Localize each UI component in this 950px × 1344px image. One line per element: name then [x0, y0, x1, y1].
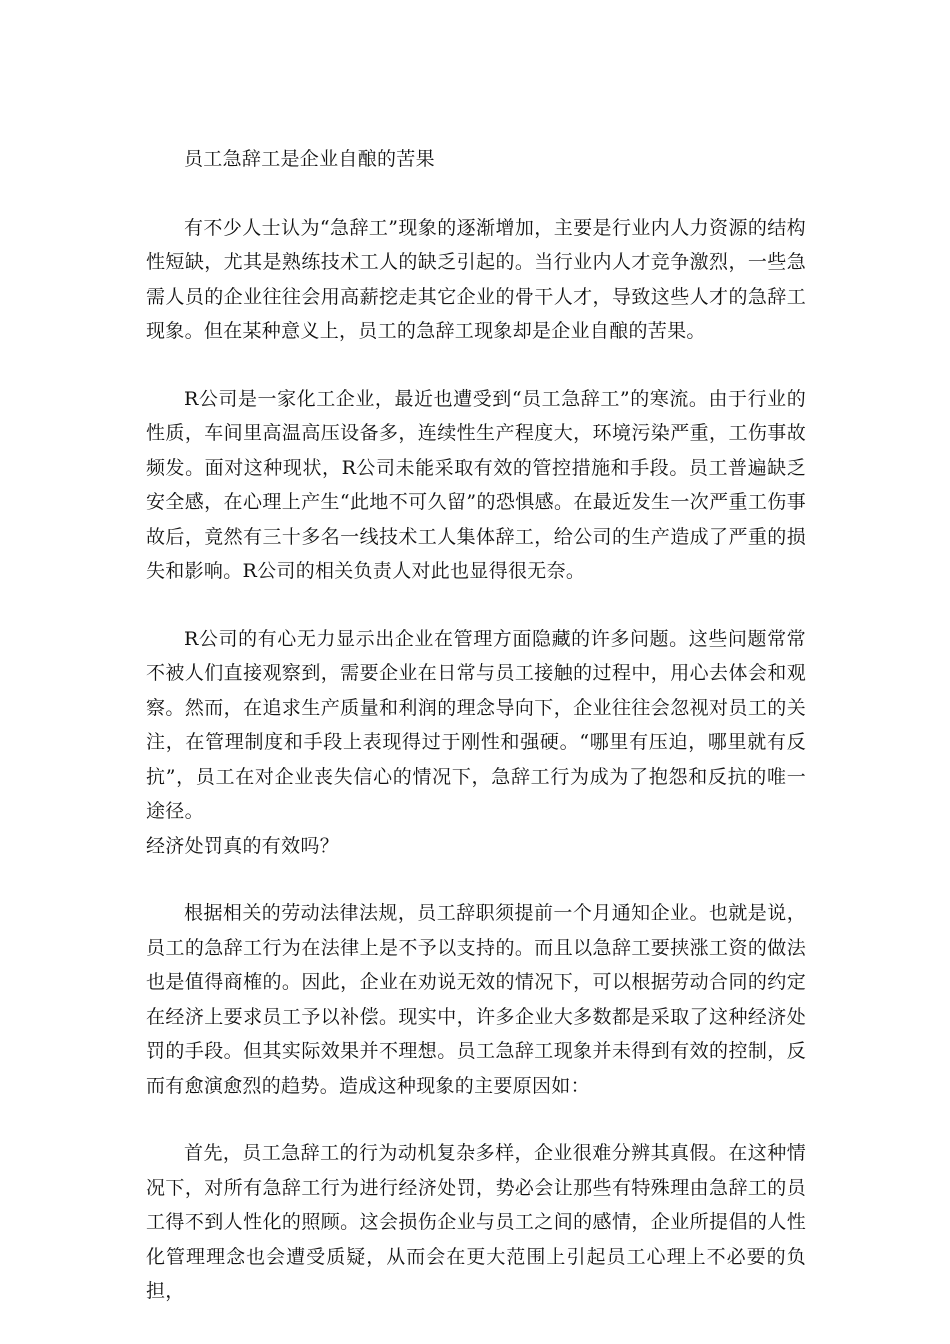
- paragraph-intro: 有不少人士认为“急辞工”现象的逐渐增加，主要是行业内人力资源的结构性短缺，尤其是熟练技术工人的缺乏引起的。当行业内人才竞争激烈，一些急需人员的企业往往会用高薪挖走其它企业的骨干人才，导致这些人才的急辞工现象。但在某种意义上，员工的急辞工现象却是企业自酿的苦果。: [146, 216, 806, 342]
- paragraph-first-reason: 首先，员工急辞工的行为动机复杂多样，企业很难分辨其真假。在这种情况下，对所有急辞工行为进行经济处罚，势必会让那些有特殊理由急辞工的员工得不到人性化的照顾。这会损伤企业与员工之间的感情，企业所提倡的人性化管理理念也会遭受质疑，从而会在更大范围上引起员工心理上不必要的负担，: [146, 1142, 806, 1302]
- paragraph-legal-basis: 根据相关的劳动法律法规，员工辞职须提前一个月通知企业。也就是说，员工的急辞工行为在法律上是不予以支持的。而且以急辞工要挟涨工资的做法也是值得商榷的。因此，企业在劝说无效的情况下，可以根据劳动合同的约定在经济上要求员工予以补偿。现实中，许多企业大多数都是采取了这种经济处罚的手段。但其实际效果并不理想。员工急辞工现象并未得到有效的控制，反而有愈演愈烈的趋势。造成这种现象的主要原因如：: [146, 902, 806, 1097]
- paragraph-management-problems: R公司的有心无力显示出企业在管理方面隐藏的许多问题。这些问题常常不被人们直接观察到，需要企业在日常与员工接触的过程中，用心去体会和观察。然而，在追求生产质量和利润的理念导向下，企业往往会忽视对员工的关注，在管理制度和手段上表现得过于刚性和强硬。“哪里有压迫，哪里就有反抗”，员工在对企业丧失信心的情况下，急辞工行为成为了抱怨和反抗的唯一途径。: [146, 627, 806, 822]
- document-title: 员工急辞工是企业自酿的苦果: [184, 148, 435, 170]
- section-heading: 经济处罚真的有效吗？: [146, 834, 340, 857]
- paragraph-r-company-case: R公司是一家化工企业，最近也遭受到“员工急辞工”的寒流。由于行业的性质，车间里高温高压设备多，连续性生产程度大，环境污染严重，工伤事故频发。面对这种现状，R公司未能采取有效的管控措施和手段。员工普遍缺乏安全感，在心理上产生“此地不可久留”的恐惧感。在最近发生一次严重工伤事故后，竟然有三十多名一线技术工人集体辞工，给公司的生产造成了严重的损失和影响。R公司的相关负责人对此也显得很无奈。: [146, 387, 806, 582]
- document-body: [146, 142, 806, 1309]
